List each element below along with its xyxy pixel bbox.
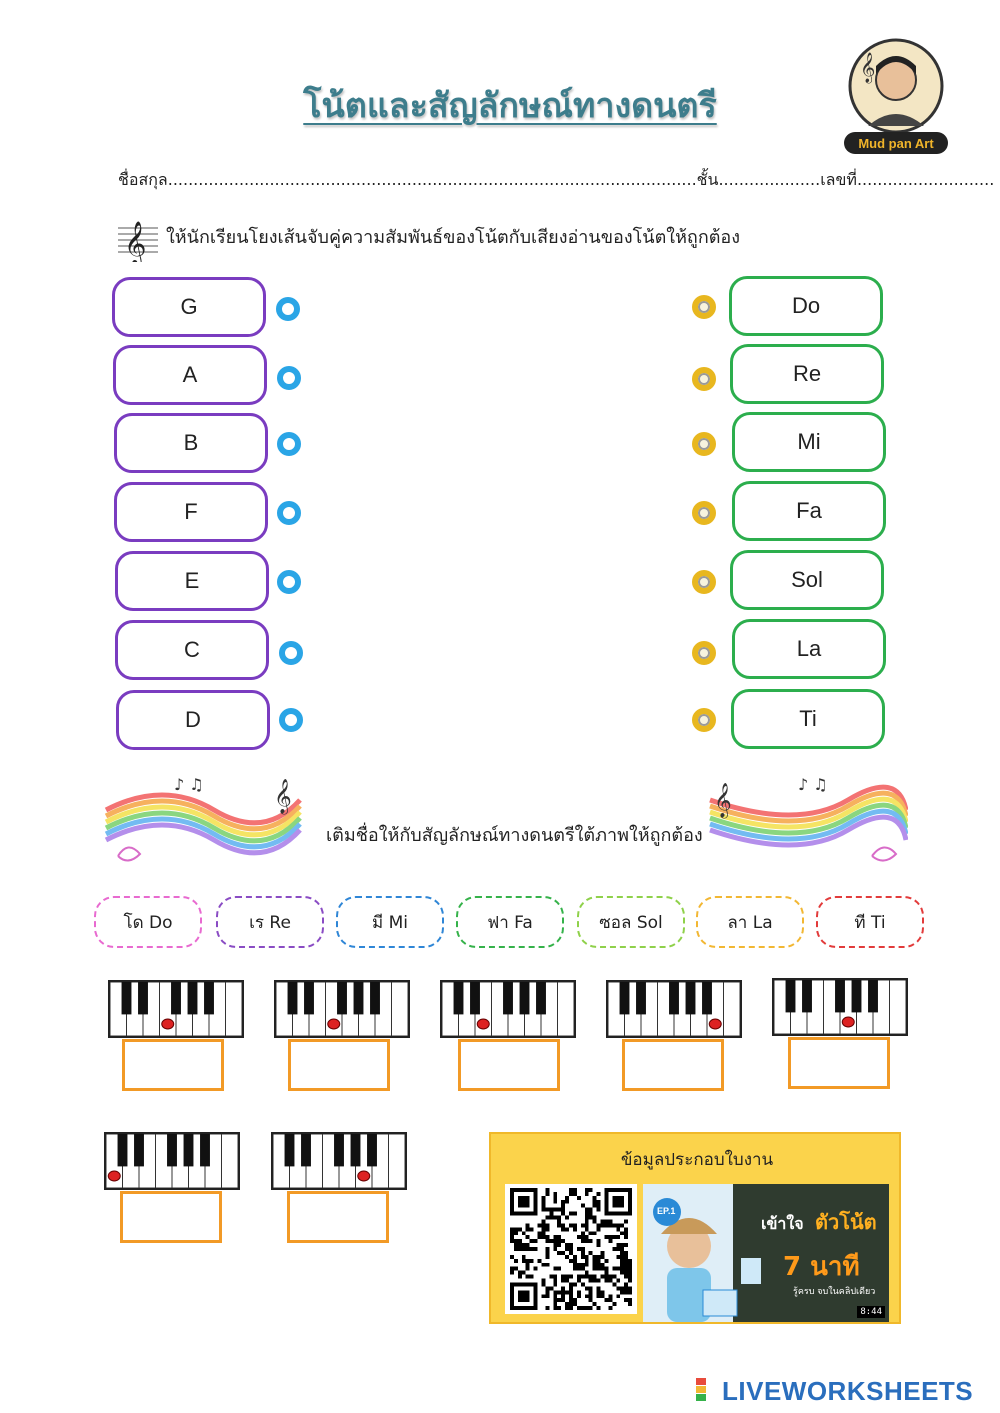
white-key <box>222 1134 239 1188</box>
match-dot-right[interactable] <box>692 432 716 456</box>
match-dot-left[interactable] <box>279 641 303 665</box>
solfege-name: Mi <box>797 429 821 454</box>
solfege-name: Re <box>792 361 822 386</box>
black-key <box>835 980 845 1012</box>
black-key <box>351 1134 361 1166</box>
note-box-left <box>115 551 269 611</box>
black-key <box>470 982 480 1014</box>
svg-text:𝄞: 𝄞 <box>860 53 876 83</box>
name-field[interactable]: ........................................................................................................ <box>167 170 697 189</box>
chip-label: มี Mi <box>371 912 408 933</box>
marked-key-dot <box>709 1019 721 1029</box>
note-box-left <box>114 413 268 473</box>
svg-text:♪ ♫: ♪ ♫ <box>798 775 828 794</box>
treble-clef-icon <box>116 214 160 262</box>
match-dot-left[interactable] <box>277 570 301 594</box>
black-key <box>118 1134 128 1166</box>
black-key <box>786 980 796 1012</box>
black-key <box>868 980 878 1012</box>
liveworksheets-footer: LIVEWORKSHEETS <box>722 1376 974 1406</box>
note-letter: D <box>185 707 201 732</box>
video-subtitle: รู้ครบ จบในคลิปเดียว <box>793 1287 876 1297</box>
note-letter: A <box>182 362 198 387</box>
word-bank-chip-ti[interactable] <box>816 896 924 948</box>
piano-keyboard <box>271 1132 407 1190</box>
marked-key-dot <box>842 1017 854 1027</box>
svg-text:♪ ♫: ♪ ♫ <box>174 775 204 794</box>
match-dot-left[interactable] <box>276 297 300 321</box>
piano-keyboard <box>606 980 742 1038</box>
black-key <box>337 982 347 1014</box>
word-bank-chip-mi[interactable] <box>336 896 444 948</box>
word-bank-chip-la[interactable] <box>696 896 804 948</box>
answer-box[interactable] <box>622 1039 724 1091</box>
note-box-left <box>115 620 269 680</box>
solfege-box-right <box>729 276 883 336</box>
white-key <box>389 1134 406 1188</box>
answer-box[interactable] <box>288 1039 390 1091</box>
answer-box[interactable] <box>458 1039 560 1091</box>
solfege-name: Ti <box>799 706 817 731</box>
black-key <box>686 982 696 1014</box>
black-key <box>702 982 712 1014</box>
video-title-line3: 7 นาที <box>783 1252 860 1282</box>
svg-text:𝄞: 𝄞 <box>124 221 147 262</box>
black-key <box>171 982 181 1014</box>
note-box-left <box>114 482 268 542</box>
match-dot-left[interactable] <box>277 432 301 456</box>
qr-code[interactable] <box>505 1184 637 1314</box>
svg-text:Mud pan Art: Mud pan Art <box>858 136 934 151</box>
match-dot-left[interactable] <box>279 708 303 732</box>
svg-text:𝄞: 𝄞 <box>714 783 732 818</box>
answer-box[interactable] <box>122 1039 224 1091</box>
black-key <box>536 982 546 1014</box>
black-key <box>200 1134 210 1166</box>
black-key <box>367 1134 377 1166</box>
note-letter: G <box>180 294 198 319</box>
supplementary-info-box <box>489 1132 901 1324</box>
answer-box[interactable] <box>287 1191 389 1243</box>
info-box-title: ข้อมูลประกอบใบงาน <box>620 1150 774 1170</box>
match-dot-right[interactable] <box>692 367 716 391</box>
match-dot-right[interactable] <box>692 641 716 665</box>
black-key <box>636 982 646 1014</box>
black-key <box>122 982 132 1014</box>
match-dot-right[interactable] <box>692 708 716 732</box>
note-box-left <box>113 345 267 405</box>
number-label: เลขที่ <box>820 170 857 189</box>
chip-label: ซอล Sol <box>599 912 663 933</box>
matching-instruction: ให้นักเรียนโยงเส้นจับคู่ความสัมพันธ์ของโน้ตกับเสียงอ่านของโน้ตให้ถูกต้อง <box>166 227 741 248</box>
black-key <box>520 982 530 1014</box>
note-letter: E <box>184 568 200 593</box>
class-label: ชั้น <box>696 170 719 189</box>
black-key <box>454 982 464 1014</box>
marked-key-dot <box>328 1019 340 1029</box>
video-duration: 8:44 <box>857 1306 885 1318</box>
chip-label: ที Ti <box>854 912 886 933</box>
video-thumbnail[interactable] <box>643 1184 889 1322</box>
rainbow-music-banner-left <box>104 770 304 870</box>
solfege-box-right <box>730 344 884 404</box>
note-letter: B <box>183 430 199 455</box>
white-key <box>226 982 243 1036</box>
liveworksheets-logo-icon <box>696 1378 718 1402</box>
black-key <box>802 980 812 1012</box>
white-key <box>724 982 741 1036</box>
solfege-box-right <box>732 412 886 472</box>
white-key <box>558 982 575 1036</box>
piano-keyboard <box>108 980 244 1038</box>
solfege-name: Do <box>791 293 821 318</box>
black-key <box>301 1134 311 1166</box>
black-key <box>354 982 364 1014</box>
match-dot-left[interactable] <box>277 501 301 525</box>
svg-text:𝄞: 𝄞 <box>274 779 292 814</box>
marked-key-dot <box>358 1171 370 1181</box>
black-key <box>285 1134 295 1166</box>
name-label: ชื่อสกุล <box>118 170 168 189</box>
word-bank-chip-sol[interactable] <box>577 896 685 948</box>
piano-keyboard <box>772 978 908 1036</box>
black-key <box>184 1134 194 1166</box>
black-key <box>669 982 679 1014</box>
piano-keyboard <box>440 980 576 1038</box>
class-field[interactable]: .................... <box>718 170 821 189</box>
piano-keyboard <box>274 980 410 1038</box>
black-key <box>167 1134 177 1166</box>
solfege-name: La <box>796 636 822 661</box>
black-key <box>288 982 298 1014</box>
marked-key-dot <box>108 1171 120 1181</box>
number-field[interactable]: ........................... <box>856 170 995 189</box>
word-bank-chip-re[interactable] <box>216 896 324 948</box>
solfege-box-right <box>732 481 886 541</box>
black-key <box>503 982 513 1014</box>
piano-keyboard <box>104 1132 240 1190</box>
white-key <box>392 982 409 1036</box>
black-key <box>138 982 148 1014</box>
word-bank-chip-do[interactable] <box>94 896 202 948</box>
note-letter: C <box>184 637 200 662</box>
solfege-name: Sol <box>791 567 823 592</box>
marked-key-dot <box>477 1019 489 1029</box>
rainbow-music-banner-right <box>708 770 908 870</box>
chip-label: เร Re <box>249 912 291 933</box>
black-key <box>334 1134 344 1166</box>
match-dot-right[interactable] <box>692 295 716 319</box>
match-dot-left[interactable] <box>277 366 301 390</box>
note-letter: F <box>184 499 198 524</box>
worksheet-title: โน้ตและสัญลักษณ์ทางดนตรี <box>303 86 717 126</box>
black-key <box>204 982 214 1014</box>
answer-box[interactable] <box>120 1191 222 1243</box>
white-key <box>890 980 907 1034</box>
student-info-line <box>118 168 994 193</box>
note-box-left <box>116 690 270 750</box>
fill-in-instruction: เติมชื่อให้กับสัญลักษณ์ทางดนตรีใต้ภาพให้ถูกต้อง <box>326 825 703 846</box>
answer-box[interactable] <box>788 1037 890 1089</box>
solfege-box-right <box>730 550 884 610</box>
black-key <box>188 982 198 1014</box>
video-title-line1: เข้าใจ <box>761 1214 804 1233</box>
chip-label: โด Do <box>123 912 173 933</box>
black-key <box>134 1134 144 1166</box>
note-box-left <box>112 277 266 337</box>
episode-tag: EP.1 <box>657 1206 676 1216</box>
word-bank-chip-fa[interactable] <box>456 896 564 948</box>
chip-label: ลา La <box>727 912 773 933</box>
black-key <box>852 980 862 1012</box>
chip-label: ฟา Fa <box>487 912 533 933</box>
match-dot-right[interactable] <box>692 501 716 525</box>
black-key <box>304 982 314 1014</box>
solfege-name: Fa <box>796 498 822 523</box>
marked-key-dot <box>162 1019 174 1029</box>
video-title-line2: ตัวโน้ต <box>815 1210 877 1234</box>
solfege-box-right <box>731 689 885 749</box>
match-dot-right[interactable] <box>692 570 716 594</box>
author-logo <box>838 36 954 156</box>
black-key <box>620 982 630 1014</box>
solfege-box-right <box>732 619 886 679</box>
black-key <box>370 982 380 1014</box>
